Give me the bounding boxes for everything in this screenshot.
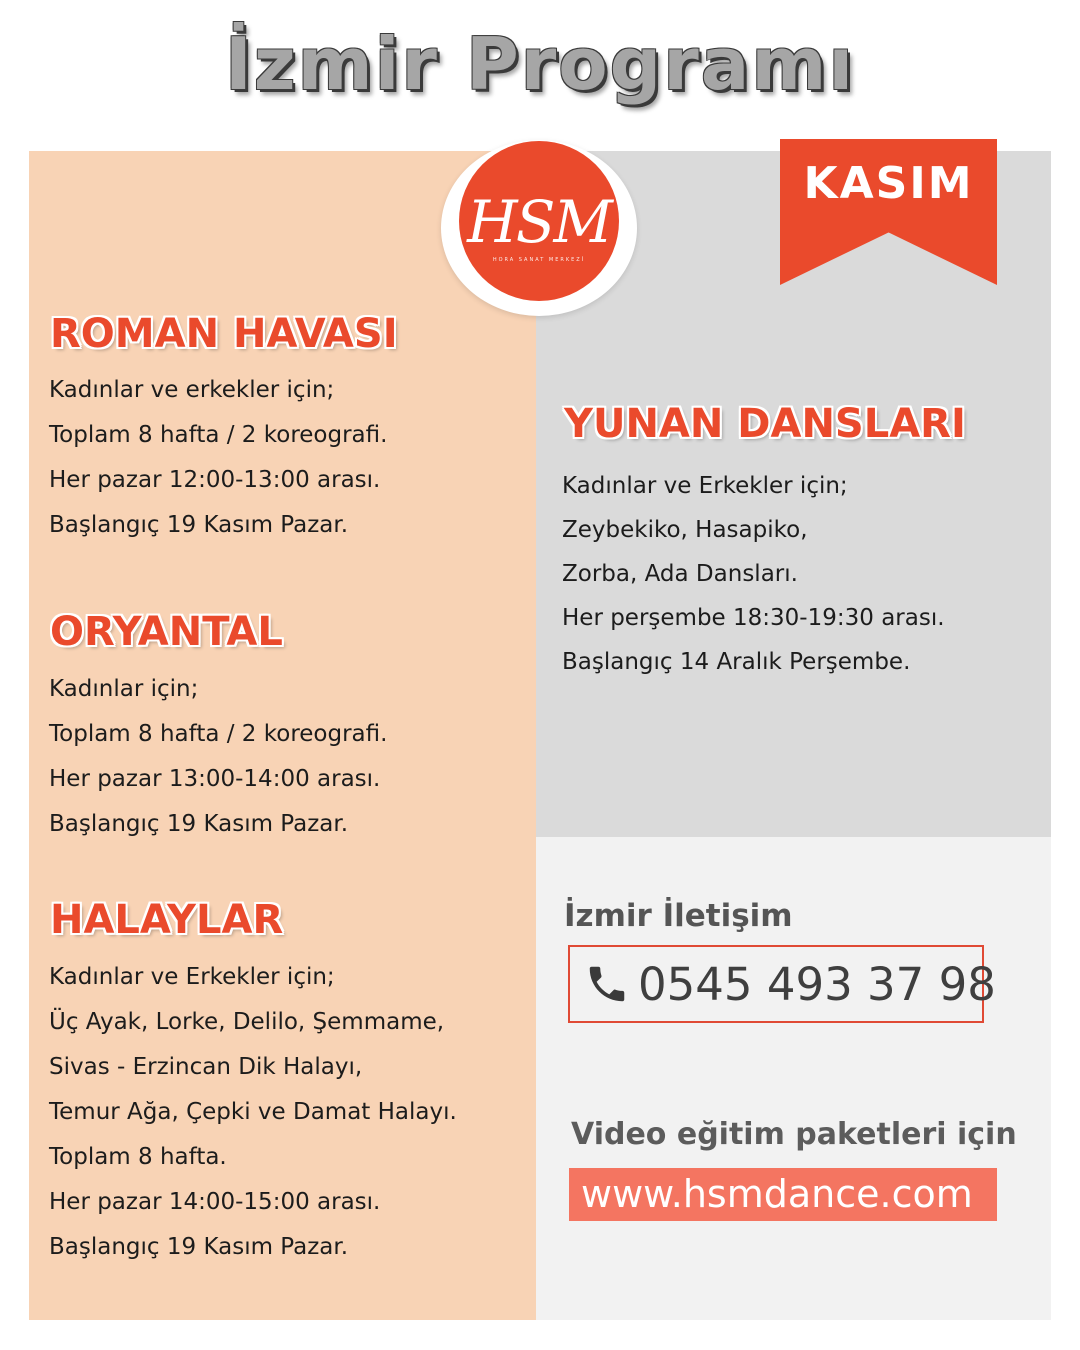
month-badge: KASIM	[803, 158, 974, 209]
contact-heading: İzmir İletişim	[564, 898, 793, 934]
list-item: Toplam 8 hafta / 2 koreografi.	[49, 422, 388, 448]
list-item: Toplam 8 hafta.	[49, 1144, 227, 1170]
list-item: Üç Ayak, Lorke, Delilo, Şemmame,	[49, 1009, 445, 1035]
list-item: Her pazar 14:00-15:00 arası.	[49, 1189, 381, 1215]
section-title-yunan-danslari: YUNAN DANSLARI	[564, 401, 966, 447]
section-lines-halaylar	[49, 955, 457, 1270]
list-item: Her perşembe 18:30-19:30 arası.	[562, 605, 945, 631]
phone-number: 0545 493 37 98	[638, 957, 996, 1011]
list-item: Her pazar 12:00-13:00 arası.	[49, 467, 381, 493]
logo-text: HSM	[467, 188, 611, 256]
section-lines-oryantal	[49, 667, 387, 847]
list-item: Başlangıç 19 Kasım Pazar.	[49, 1234, 349, 1260]
list-item: Başlangıç 19 Kasım Pazar.	[49, 512, 349, 538]
video-heading: Video eğitim paketleri için	[571, 1117, 1017, 1152]
website-link[interactable]: www.hsmdance.com	[569, 1168, 997, 1221]
list-item: Her pazar 13:00-14:00 arası.	[49, 766, 381, 792]
list-item: Kadınlar ve Erkekler için;	[49, 964, 335, 990]
list-item: Zeybekiko, Hasapiko,	[562, 517, 808, 543]
section-title-halaylar: HALAYLAR	[50, 897, 284, 943]
section-title-roman-havasi: ROMAN HAVASI	[50, 311, 398, 357]
phone-link[interactable]	[568, 945, 996, 1023]
list-item: Kadınlar için;	[49, 676, 199, 702]
page-title: İzmir Programı	[224, 22, 856, 106]
list-item: Temur Ağa, Çepki ve Damat Halayı.	[49, 1099, 457, 1125]
list-item: Kadınlar ve Erkekler için;	[562, 473, 848, 499]
list-item: Başlangıç 19 Kasım Pazar.	[49, 811, 349, 837]
list-item: Sivas - Erzincan Dik Halayı,	[49, 1054, 363, 1080]
list-item: Kadınlar ve erkekler için;	[49, 377, 335, 403]
section-lines-yunan-danslari	[562, 464, 945, 684]
list-item: Toplam 8 hafta / 2 koreografi.	[49, 721, 388, 747]
logo-subtitle: HORA SANAT MERKEZİ	[492, 257, 586, 263]
section-lines-roman-havasi	[49, 368, 387, 548]
list-item: Zorba, Ada Dansları.	[562, 561, 798, 587]
section-title-oryantal: ORYANTAL	[50, 609, 283, 655]
list-item: Başlangıç 14 Aralık Perşembe.	[562, 649, 911, 675]
phone-icon	[584, 960, 630, 1008]
hsm-logo	[459, 141, 619, 301]
